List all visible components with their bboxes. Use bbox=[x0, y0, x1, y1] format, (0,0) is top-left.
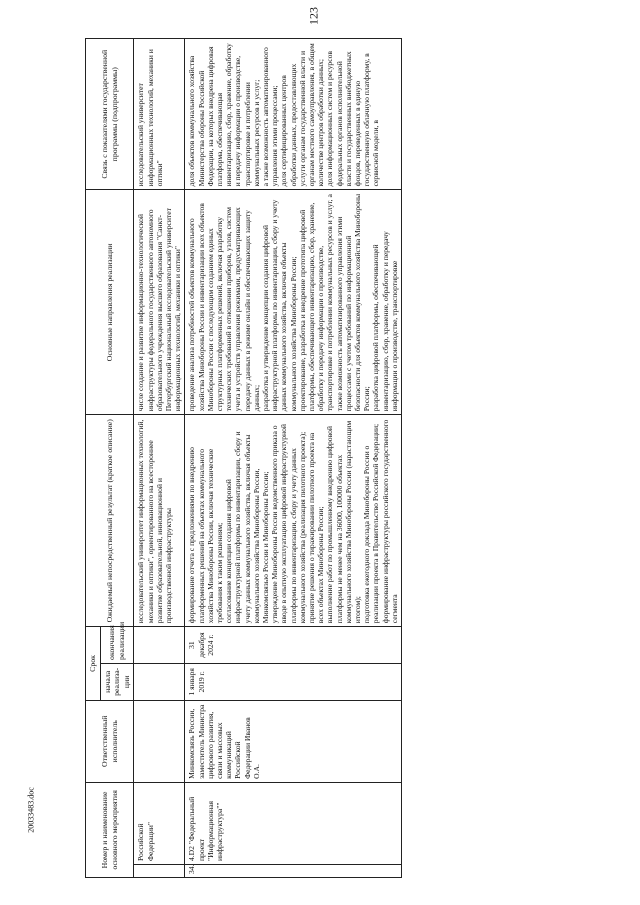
header-row-1 bbox=[86, 39, 101, 878]
header-directions: Основные направления реализации bbox=[86, 190, 134, 415]
cell-start bbox=[134, 663, 185, 700]
cell-end: 31 декабря 2024 г. bbox=[185, 627, 402, 664]
cell-result: формирование отчета с предложениями по внедрению платформенных решений на объектах коммунального хозяйства Минобороны России, включая технические требования к таким решениям; согласование концепции создания цифровой инфраструктурной платформы по инвентаризации, сбору и учету данных коммунального хозяйства, включая объекты коммунального хозяйства Минобороны России, Минкомсвязью России и Минобороны России; утверждение Минобороны России ведомственного приказа о вводе в опытную эксплуатацию цифровой инфраструктурной платформы по инвентаризации, сбору и учету данных коммунального хозяйства (реализация пилотного проекта); принятие решения о тиражировании пилотного проекта на всех объектах Минобороны России; выполнение работ по промышленному внедрению цифровой платформы не менее чем на 36000, 100000 объектах коммунального хозяйства Минобороны России (нарастающим итогом); подготовка ежегодного доклада Минобороны России о реализации проекта в Правительство Российской Федерации; формирование инфраструктуры российского государственного сегмента bbox=[185, 415, 402, 627]
cell-link: доля объектов коммунального хозяйства Министерства обороны Российской Федерации, на которых внедрена цифровая платформа, обеспечивающая инвентаризацию, сбор, хранение, обработку и передачу информации о производстве, транспортировке и потреблении коммунальных ресурсов и услуг; а также возможность автоматизированного управления этими процессами; доля сертифицированных центров обработки данных, предоставляющих услуги органам государственной власти и органам местного самоуправления, в общем количестве центров обработки данных; доля информационных систем и ресурсов федеральных органов исполнительной власти и государственных внебюджетных фондов, переведенных в единую государственную облачную платформу, в сервисной модели, в bbox=[185, 39, 402, 190]
cell-name: Российской Федерации" bbox=[134, 782, 185, 864]
table-row-continuation bbox=[134, 39, 185, 878]
cell-name: 4.D2 "Федеральный проект "Информационная инфраструктура"" bbox=[185, 782, 402, 864]
cell-num bbox=[134, 865, 185, 878]
program-table bbox=[85, 38, 402, 878]
page-number: 123 bbox=[306, 7, 321, 25]
table-sheet bbox=[85, 38, 605, 878]
document-code: 20033483.doc bbox=[26, 787, 36, 833]
cell-executor: Минкомсвязь России, заместитель Министра цифрового развития, связи и массовых коммуникаций Российской Федерации Иванов О.А. bbox=[185, 700, 402, 782]
header-start: начала реализа-ции bbox=[100, 663, 134, 700]
header-term: Срок bbox=[86, 627, 101, 701]
header-result: Ожидаемый непосредственный результат (краткое описание) bbox=[86, 415, 134, 627]
cell-result: исследовательский университет информационных технологий, механики и оптики", ориентированного на всестороннее развитие образовательной, инновационной и производственной инфраструктуры bbox=[134, 415, 185, 627]
rotated-table-area bbox=[85, 38, 605, 878]
cell-executor bbox=[134, 700, 185, 782]
header-name: Номер и наименование основного мероприятия bbox=[86, 782, 134, 877]
header-end: окончания реализации bbox=[100, 627, 134, 664]
cell-directions: числе создание и развитие информационно-технологической инфраструктуры федерального государственного автономного образовательного учреждения высшего образования "Санкт-Петербургский национальный исследовательский университет информационных технологий, механики и оптики" bbox=[134, 190, 185, 415]
header-link: Связь с показателями государственной программы (подпрограммы) bbox=[86, 39, 134, 190]
cell-directions: проведение анализа потребностей объектов коммунального хозяйства Минобороны России и инвентаризации всех объектов Минобороны России с последующим созданием единых структурных платформенных решений, включая разработку технических требований в отношении приборов, узлов, систем учета и устройств управления режимами, предусматривающих передачу данных в режиме онлайн и обеспечивающих защиту данных; разработка и утверждение концепции создания цифровой инфраструктурной платформы по инвентаризации, сбору и учету данных коммунального хозяйства, включая объекты коммунального хозяйства Минобороны России; проектирование, разработка и внедрение прототипа цифровой платформы, обеспечивающего инвентаризацию, сбор, хранение, обработку и передачу информации о производстве, транспортировке и потреблении коммунальных ресурсов и услуг, а также возможность автоматизированного управления этими процессами с учетом требований по информационной безопасности для объектов коммунального хозяйства Минобороны России; разработка цифровой платформы, обеспечивающей инвентаризацию, сбор, хранение, обработку и передачу информации о производстве, транспортировке bbox=[185, 190, 402, 415]
cell-start: 1 января 2019 г. bbox=[185, 663, 402, 700]
cell-link: исследовательский университет информационных технологий, механики и оптики" bbox=[134, 39, 185, 190]
cell-end bbox=[134, 627, 185, 664]
table-row-34 bbox=[185, 39, 402, 878]
header-executor: Ответственный исполнитель bbox=[86, 700, 134, 782]
cell-num: 34. bbox=[185, 865, 402, 878]
